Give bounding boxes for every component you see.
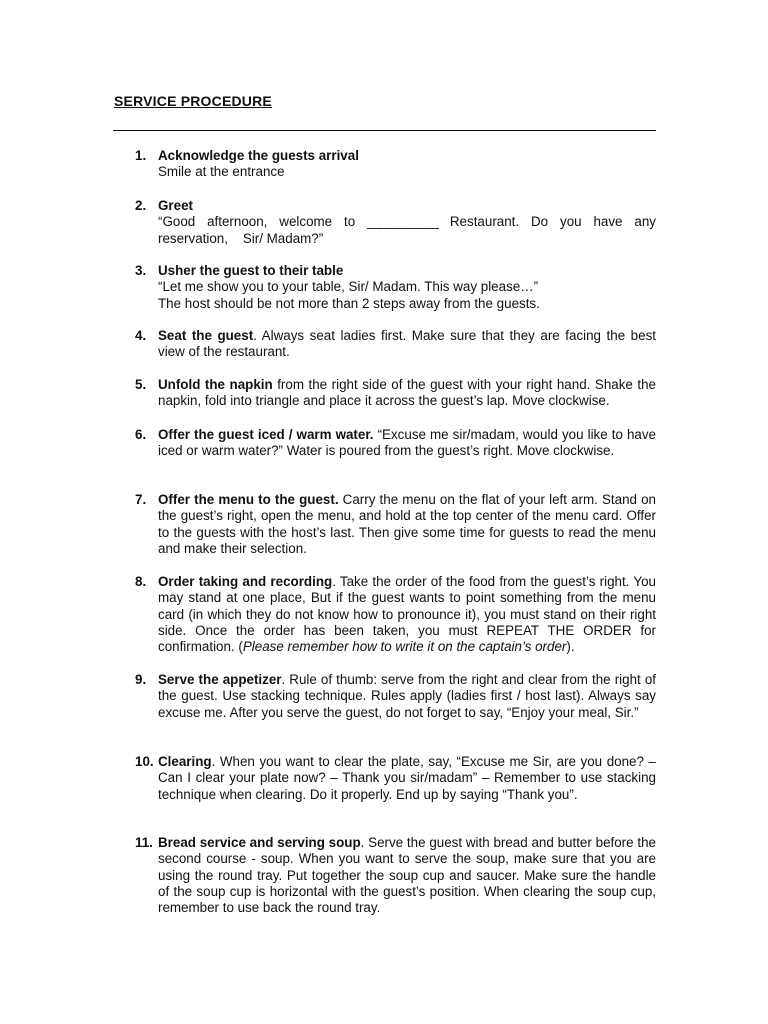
item-number: 4. (135, 328, 147, 343)
item-heading: Usher the guest to their table (158, 263, 344, 278)
procedure-item-1 (113, 148, 656, 181)
item-heading: Seat the guest (158, 328, 254, 343)
item-heading: Bread service and serving soup (158, 835, 361, 850)
procedure-item-5 (113, 377, 656, 410)
procedure-item-9 (113, 672, 656, 721)
item-text-tail: ). (566, 639, 575, 655)
procedure-item-11 (113, 835, 656, 916)
item-text: . Always seat ladies first. Make sure that they are facing the best view of the restaurant. (158, 328, 656, 360)
item-heading: Clearing (158, 754, 212, 769)
item-text: . Serve the guest with bread and butter before the second course - soup. When you want to serve the soup, make sure that you are using the round tray. Put together the soup cup and saucer. Make sure the handle of the soup cup is horizontal with the guest’s position. When clearing the soup cup, remember to use back the round tray. (158, 835, 656, 916)
item-text: “Good afternoon, welcome to (158, 214, 356, 230)
procedure-item-10 (113, 754, 656, 803)
procedure-item-6 (113, 427, 656, 460)
item-text: from the right side of the guest with your right hand. Shake the napkin, fold into triangle and place it across the guest’s lap. Move clockwise. (158, 377, 656, 409)
item-number: 11. (135, 835, 153, 850)
item-line: The host should be not more than 2 steps away from the guests. (158, 295, 540, 311)
title-divider (113, 130, 656, 131)
procedure-item-2 (113, 198, 660, 247)
item-italic-note: Please remember how to write it on the captain’s order (242, 639, 567, 655)
item-text: . Take the order of the food from the guest’s right. You may stand at one place, But if the guest wants to point something from the menu card (in which they do not know how to pronounce it), you must stand on their right side. Once the order has been taken, you must REPEAT THE ORDER for confirmation. ( (158, 574, 656, 655)
item-number: 10. (135, 754, 154, 769)
item-text: . Rule of thumb: serve from the right and clear from the right of the guest. Use stacking technique. Rules apply (ladies first / host last). Always say excuse me. After you serve the guest, do not forget to say, “Enjoy your meal, Sir.” (158, 672, 656, 720)
item-heading: Offer the menu to the guest. (158, 492, 339, 507)
item-line: Smile at the entrance (158, 164, 285, 180)
item-number: 2. (135, 198, 147, 213)
item-text: Carry the menu on the flat of your left arm. Stand on the guest’s right, open the menu, and hold at the top center of the menu card. Offer to the guests with the host’s last. Then give some time for guests to read the menu and make their selection. (158, 492, 656, 556)
item-heading: Order taking and recording (158, 574, 333, 589)
procedure-item-7 (113, 492, 656, 557)
item-number: 5. (135, 377, 147, 392)
item-number: 6. (135, 427, 147, 442)
item-heading: Greet (158, 198, 193, 213)
item-number: 1. (135, 148, 147, 163)
procedure-item-8 (113, 574, 656, 655)
item-text: “Excuse me sir/madam, would you like to have iced or warm water?” Water is poured from the guest’s right. Move clockwise. (158, 427, 656, 459)
page-title: SERVICE PROCEDURE (114, 93, 272, 109)
item-number: 3. (135, 263, 147, 278)
item-text: Restaurant. Do you have any reservation, Sir/ Madam?” (158, 214, 660, 246)
procedure-item-4 (113, 328, 656, 361)
item-heading: Acknowledge the guests arrival (158, 148, 359, 163)
item-heading: Unfold the napkin (158, 377, 273, 392)
item-number: 7. (135, 492, 147, 507)
item-number: 8. (135, 574, 147, 589)
item-number: 9. (135, 672, 147, 687)
item-text: . When you want to clear the plate, say, “Excuse me Sir, are you done? – Can I clear your plate now? – Thank you sir/madam” – Remember to use stacking technique when clearing. Do it properly. End up by saying “Thank you”. (158, 754, 656, 802)
item-heading: Serve the appetizer (158, 672, 282, 687)
procedure-item-3 (113, 263, 656, 312)
item-line: “Let me show you to your table, Sir/ Madam. This way please…” (158, 279, 539, 295)
item-heading: Offer the guest iced / warm water. (158, 427, 374, 442)
fill-in-blank: ___________ (367, 214, 438, 230)
